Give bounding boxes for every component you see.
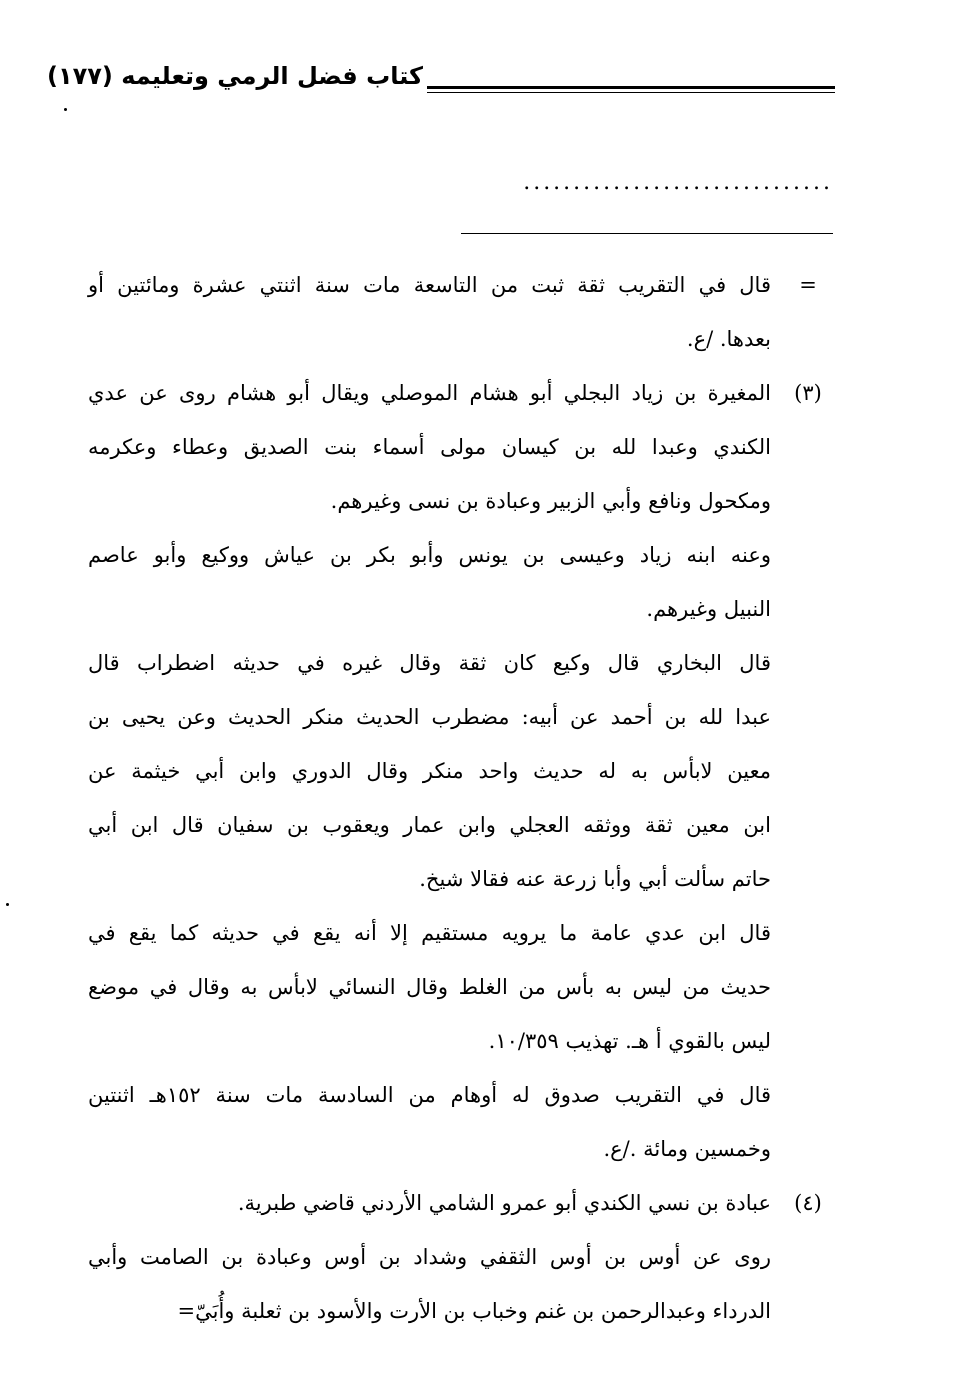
- line-text: وخمسين ومائة ./ع.: [603, 1137, 771, 1161]
- text-line: [88, 852, 833, 906]
- stray-mark: [6, 903, 9, 906]
- text-line: [88, 798, 833, 852]
- footnote-separator: [461, 233, 833, 234]
- line-text: بعدها. /ع.: [686, 327, 771, 351]
- line-text: عبدا لله بن أحمد عن أبيه: مضطرب الحديث منكر الحديث وعن يحيى بن: [88, 705, 771, 729]
- header-title: كتاب فضل الرمي وتعليمه (١٧٧): [46, 62, 423, 90]
- footnote-marker: =: [799, 273, 817, 297]
- text-line: [88, 582, 833, 636]
- line-text: قال في التقريب ثقة ثبت من التاسعة مات سنة اثنتي عشرة ومائتين أو: [88, 273, 771, 297]
- omission-dots: ...............................: [523, 170, 833, 195]
- text-line: [88, 312, 833, 366]
- text-line: [88, 1014, 833, 1068]
- line-text: وعنه ابنه زياد وعيسى بن يونس وأبو بكر بن عياش ووكيع وأبو عاصم: [88, 543, 771, 567]
- text-line: [88, 1068, 833, 1122]
- text-line: [88, 1284, 833, 1338]
- line-text: المغيرة بن زياد البجلي أبو هشام الموصلي ويقال أبو هشام روى عن عدي: [88, 381, 771, 405]
- line-text: ومكحول ونافع وأبي الزبير وعبادة بن نسى وغيرهم.: [330, 489, 771, 513]
- text-line: [88, 960, 833, 1014]
- text-line: [88, 636, 833, 690]
- text-line: [88, 690, 833, 744]
- text-line: [88, 1122, 833, 1176]
- footnote-body: [88, 258, 833, 1338]
- line-text: الكندي وعبدا لله بن كيسان مولى أسماء بنت الصديق وعطاء وعكرمه: [88, 435, 772, 459]
- text-line: [88, 906, 833, 960]
- header-rule-thin: [427, 92, 835, 93]
- line-text: حاتم سألت أبي وأبا زرعة عنه فقالا شيخ.: [419, 867, 771, 891]
- header-rule: [427, 86, 835, 89]
- text-line: [88, 420, 833, 474]
- line-text: معين لابأس به له حديث واحد منكر وقال الدوري وابن أبي خيثمة عن: [88, 759, 771, 783]
- line-text: عبادة بن نسي الكندي أبو عمرو الشامي الأردني قاضي طبرية.: [237, 1191, 771, 1215]
- line-text: ليس بالقوي أ هـ. تهذيب ١٠/٣٥٩.: [488, 1029, 771, 1053]
- text-line: [88, 1230, 833, 1284]
- line-text: قال البخاري قال وكيع كان ثقة وقال غيره في حديثه اضطراب قال: [88, 651, 771, 675]
- running-header: [46, 62, 835, 98]
- line-text: ابن معين ثقة ووثقه العجلي وابن عمار ويعقوب بن سفيان قال ابن أبي: [88, 813, 771, 837]
- text-line: [88, 744, 833, 798]
- text-line: [88, 366, 833, 420]
- line-text: قال في التقريب صدوق له أوهام من السادسة مات سنة ١٥٢هـ اثنتين: [88, 1083, 772, 1107]
- stray-mark: [64, 108, 67, 111]
- text-line: [88, 528, 833, 582]
- line-text: قال ابن عدي عامة ما يرويه مستقيم إلا أنه يقع في حديثه كما يقع في: [88, 921, 771, 945]
- line-text: الدرداء وعبدالرحمن بن غنم وخباب بن الأرت والأسود بن ثعلبة وأُبَيّ=: [177, 1299, 771, 1323]
- line-text: روى عن أوس بن أوس الثقفي وشداد بن أوس وعبادة بن الصامت وأبي: [88, 1245, 771, 1269]
- line-text: النبيل وغيرهم.: [646, 597, 771, 621]
- footnote-marker: (٤): [794, 1191, 822, 1215]
- text-line: [88, 1176, 833, 1230]
- text-line: [88, 474, 833, 528]
- footnote-marker: (٣): [794, 381, 822, 405]
- text-line: [88, 258, 833, 312]
- line-text: حديث من ليس به بأس من الغلط وقال النسائي لابأس به وقال في موضع: [88, 975, 771, 999]
